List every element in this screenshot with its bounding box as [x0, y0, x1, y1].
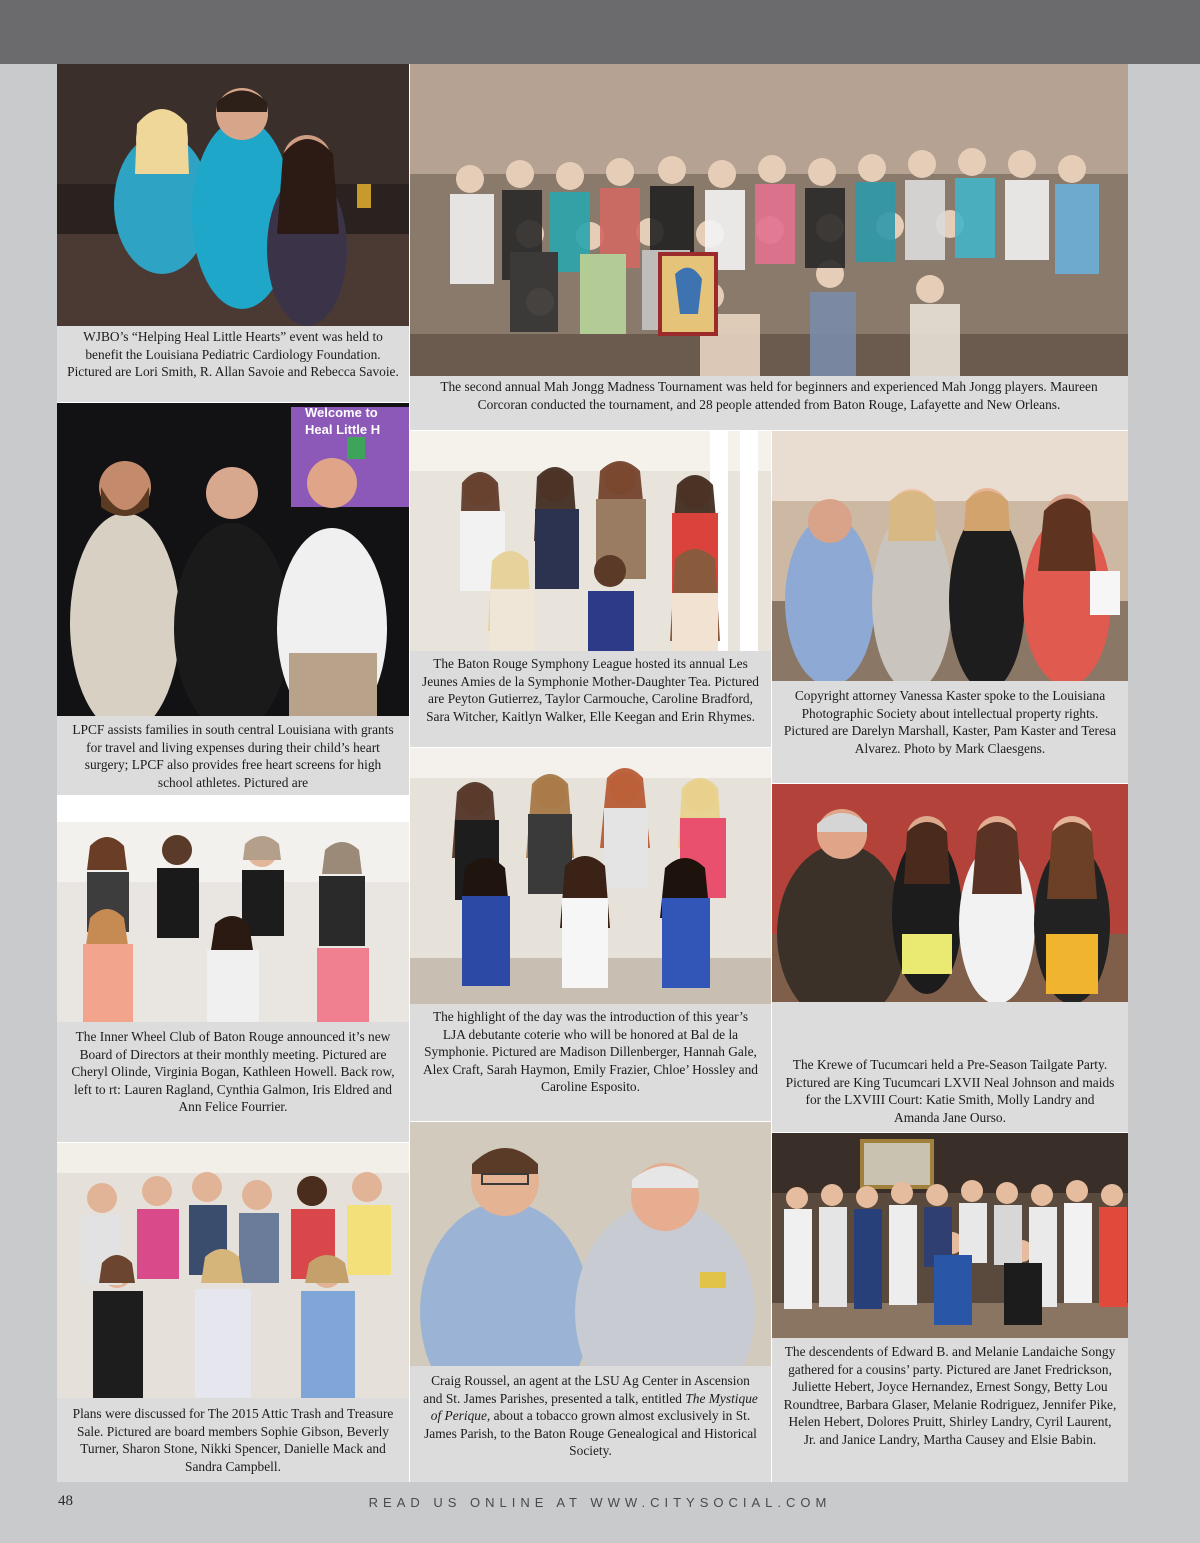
story-lpcf: [57, 403, 409, 795]
story-symphony-tea: [410, 431, 771, 747]
photo-lpcf-event: [57, 403, 409, 716]
footer-website: READ US ONLINE AT WWW.CITYSOCIAL.COM: [368, 1495, 832, 1510]
story-mah-jongg: [410, 64, 1128, 430]
caption-roussel-lead: Craig Roussel, an agent at the LSU Ag Center in Ascension and St. James Parishes, presented a talk, entitled: [423, 1373, 750, 1406]
caption-inner-wheel: The Inner Wheel Club of Baton Rouge announced it’s new Board of Directors at their monthly meeting. Pictured are Cheryl Olinde, Virginia Bogan, Kathleen Howell. Back row, left to rt: Lauren Ragland, Cynthia Galmon, Iris Eldred and Ann Felice Fourrier.: [71, 1029, 395, 1115]
sign-text-line-2: Heal Little H: [305, 422, 381, 437]
story-wjbo: [57, 64, 409, 402]
story-roussel: [410, 1122, 771, 1482]
top-banner: [0, 0, 1200, 64]
photo-symphony-tea: [410, 431, 771, 651]
caption-lja: The highlight of the day was the introduction of this year’s LJA debutante coterie who will be honored at Bal de la Symphonie. Pictured are Madison Dillenberger, Hannah Gale, Alex Craft, Sarah Haymon, Emily Frazier, Chloe’ Hossley and Caroline Esposito.: [422, 1009, 758, 1095]
story-attic: [57, 1143, 409, 1482]
caption-attic: Plans were discussed for The 2015 Attic Trash and Treasure Sale. Pictured are board members Sophie Gibson, Beverly Turner, Sharon Stone, Nikki Spencer, Danielle Mack and Sandra Campbell.: [72, 1406, 394, 1474]
photo-landaiche-cousins: [772, 1133, 1128, 1338]
caption-lpcf: LPCF assists families in south central Louisiana with grants for travel and living expenses during their child’s heart surgery; LPCF also provides free heart screens for high school athletes. Pictured are: [72, 722, 394, 790]
caption-copyright: Copyright attorney Vanessa Kaster spoke to the Louisiana Photographic Society about intellectual property rights. Pictured are Darelyn Marshall, Kaster, Pam Kaster and Teresa Alvarez. Photo by Mark Claesgens.: [783, 688, 1117, 756]
photo-mah-jongg-group: [410, 64, 1128, 376]
photo-roussel-talk: [410, 1122, 771, 1366]
caption-symphony-tea: The Baton Rouge Symphony League hosted its annual Les Jeunes Amies de la Symphonie Mother-Daughter Tea. Pictured are Peyton Gutierrez, Taylor Carmouche, Caroline Bradford, Sara Witcher, Kaitlyn Walker, Elle Keegan and Erin Rhymes.: [422, 656, 759, 724]
sign-text-line-1: Welcome to: [305, 405, 378, 420]
story-tucumcari: [772, 784, 1128, 1132]
photo-attic-board: [57, 1143, 409, 1398]
story-inner-wheel: [57, 822, 409, 1142]
photo-lja-debutantes: [410, 748, 771, 1004]
caption-roussel-tail: about a tobacco grown almost exclusively in St. James Parish, to the Baton Rouge Genealogical and Historical Society.: [424, 1408, 757, 1459]
photo-inner-wheel: [57, 822, 409, 1022]
caption-landaiche: The descendents of Edward B. and Melanie Landaiche Songy gathered for a cousins’ party. Pictured are Janet Fredrickson, Juliette Hebert, Joyce Hernandez, Ernest Songy, Betty Lou Roundtree, Barbara Glaser, Melanie Rodriguez, Jennifer Pike, Helen Hebert, Dolores Pruitt, Shirley Landry, Cyril Laurent, Jr. and Janice Landry, Martha Causey and Elsie Babin.: [783, 1344, 1117, 1447]
photo-tucumcari-party: [772, 784, 1128, 1002]
caption-tucumcari: The Krewe of Tucumcari held a Pre-Season Tailgate Party. Pictured are King Tucumcari LXVII Neal Johnson and maids for the LXVIII Court: Katie Smith, Molly Landry and Amanda Jane Ourso.: [785, 1057, 1115, 1125]
story-lja: [410, 748, 771, 1121]
story-landaiche: [772, 1133, 1128, 1482]
caption-roussel-talk-title: The Mystique of Perique,: [430, 1390, 758, 1424]
caption-mah-jongg: The second annual Mah Jongg Madness Tournament was held for beginners and experienced Mah Jongg players. Maureen Corcoran conducted the tournament, and 28 people attended from Baton Rouge, Lafayette and New Orleans.: [440, 379, 1098, 412]
photo-wjbo-event: [57, 64, 409, 326]
photo-copyright-talk: [772, 431, 1128, 681]
page-number: 48: [58, 1493, 73, 1509]
caption-wjbo: WJBO’s “Helping Heal Little Hearts” event was held to benefit the Louisiana Pediatric Cardiology Foundation. Pictured are Lori Smith, R. Allan Savoie and Rebecca Savoie.: [67, 329, 399, 380]
story-copyright: [772, 431, 1128, 783]
caption-roussel: [410, 1372, 771, 1460]
